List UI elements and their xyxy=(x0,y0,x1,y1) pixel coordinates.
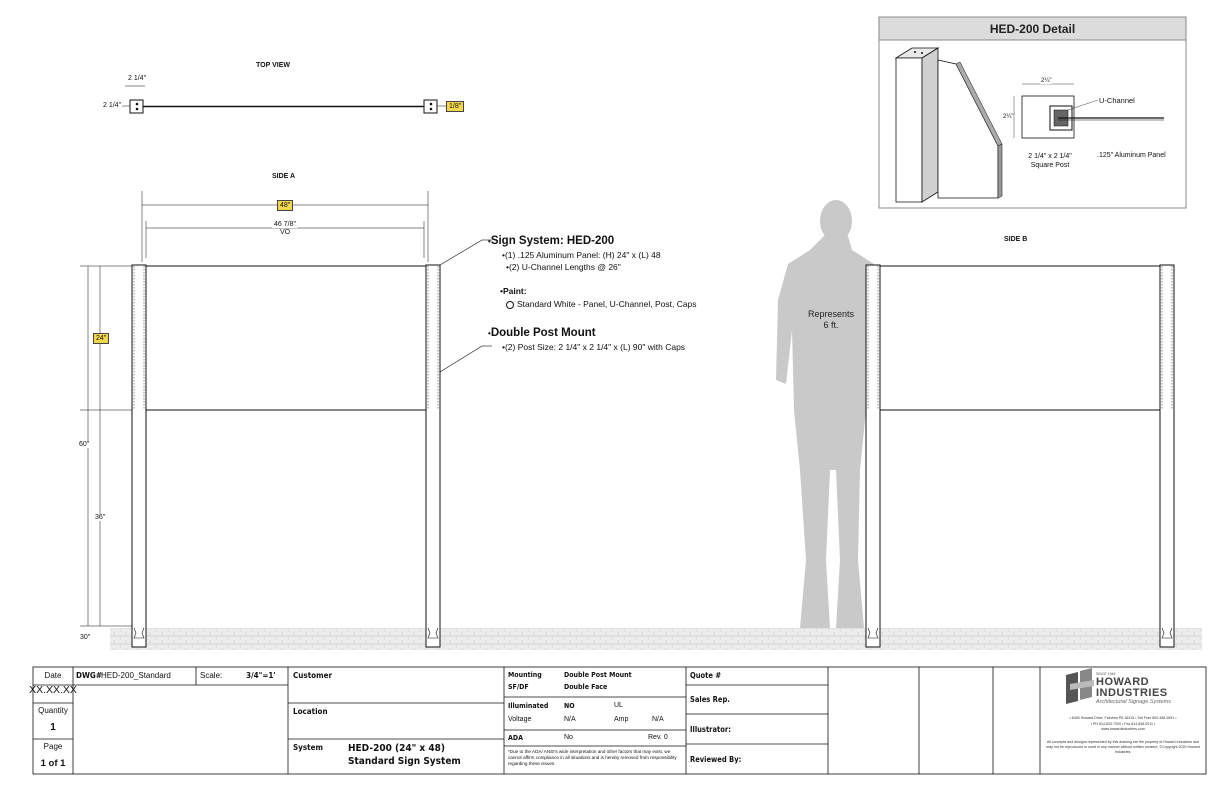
square-post-line2: Square Post xyxy=(1030,162,1070,169)
company-address-2: • PH 814.833.7000 • Fax 814.838.0011 • xyxy=(1090,721,1156,726)
sales-rep-label: Sales Rep. xyxy=(690,695,730,704)
panel-height-callout: 24" xyxy=(93,333,109,344)
illustrator-label: Illustrator: xyxy=(690,725,731,734)
paint-item: Standard White - Panel, U-Channel, Post, Caps xyxy=(506,299,768,309)
top-view-title: TOP VIEW xyxy=(256,62,290,69)
vo-label: VO xyxy=(280,229,291,236)
total-height-label: 60" xyxy=(79,441,90,448)
side-b-title: SIDE B xyxy=(1004,236,1028,243)
company-website: www.howardindustries.com xyxy=(1101,727,1145,731)
mount-title: •Double Post Mount xyxy=(488,327,596,339)
date-label: Date xyxy=(44,671,62,680)
quantity-label: Quantity xyxy=(38,706,68,715)
sign-system-item: •(1) .125 Aluminum Panel: (H) 24" x (L) 48 xyxy=(502,250,661,260)
side-a-title: SIDE A xyxy=(272,173,296,180)
panel-thickness-callout: 1/8" xyxy=(446,101,464,112)
silhouette-label xyxy=(770,309,892,331)
dwg-value: HED-200_Standard xyxy=(101,671,171,680)
ada-disclaimer: *Due to the ADA/ ANSI's wide interpretation and other factors that may exist, we cannot affirm compliance in all situations and is hereby removed from responsibility regarding these issues. xyxy=(508,749,677,766)
mounting-label: Mounting xyxy=(508,671,542,679)
company-contact xyxy=(1042,716,1204,733)
footing-label: 30" xyxy=(80,634,91,641)
sfdf-label: SF/DF xyxy=(508,683,529,691)
voltage-value: N/A xyxy=(564,716,576,723)
paint-title: •Paint: xyxy=(500,286,527,296)
detail-title: HED-200 Detail xyxy=(989,22,1076,36)
voltage-label: Voltage xyxy=(508,716,532,723)
company-name-1: HOWARD xyxy=(1096,676,1150,688)
amp-value: N/A xyxy=(652,716,664,723)
clearance-height-label: 36" xyxy=(95,514,106,521)
ada-label: ADA xyxy=(508,734,523,742)
u-channel-label: U-Channel xyxy=(1099,96,1135,105)
illuminated-label: Illuminated xyxy=(508,702,549,710)
company-address-1: • 6400 Howard Drive, Fairview PA 16415 • Toll Free 800.458.0591 • xyxy=(1069,716,1177,720)
sign-system-item: •(2) U-Channel Lengths @ 26" xyxy=(506,262,621,272)
howard-logo-icon xyxy=(1066,668,1094,704)
system-value-2: Standard Sign System xyxy=(348,756,461,767)
quote-label: Quote # xyxy=(690,671,721,680)
system-value-1: HED-200 (24" x 48) xyxy=(348,743,445,754)
company-since: SINCE 1946 xyxy=(1096,672,1116,676)
reviewed-by-label: Reviewed By: xyxy=(690,755,742,764)
silhouette-label-line1: Represents xyxy=(807,309,855,319)
square-post-line1: 2 1/4" x 2 1/4" xyxy=(1028,153,1072,160)
scale-label: Scale: xyxy=(200,671,223,680)
ground-band xyxy=(110,628,1202,650)
side-b-drawing xyxy=(866,265,1174,647)
quantity-value: 1 xyxy=(50,722,56,733)
system-label: System xyxy=(293,743,323,752)
scale-value: 3/4"=1' xyxy=(246,671,276,680)
rev-value: Rev. 0 xyxy=(648,734,668,741)
company-tagline: Architectural Signage Systems xyxy=(1096,699,1171,705)
date-value: XX.XX.XX xyxy=(29,684,77,696)
ada-value: No xyxy=(564,734,573,741)
company-legal: All concepts and designs represented by this drawing are the property of Howard Industries and may not be reproduced or used in any manner without written consent. ©Copyright 2020 Howard Industries. xyxy=(1046,740,1200,754)
page-label: Page xyxy=(43,742,63,751)
vo-width-label: 46 7/8" xyxy=(274,221,296,228)
mount-item: •(2) Post Size: 2 1/4" x 2 1/4" x (L) 90" with Caps xyxy=(502,342,686,352)
aluminum-panel-label: .125" Aluminum Panel xyxy=(1097,152,1166,159)
detail-dim-width: 2¼" xyxy=(1041,78,1052,84)
detail-box xyxy=(879,17,1186,208)
company-name-2: INDUSTRIES xyxy=(1096,687,1168,699)
customer-label: Customer xyxy=(293,671,333,680)
paint-option-icon xyxy=(506,301,514,309)
dwg-label: DWG# xyxy=(76,671,102,680)
sfdf-value: Double Face xyxy=(564,683,608,691)
silhouette-label-line2: 6 ft. xyxy=(823,320,839,330)
top-view-drawing xyxy=(122,86,446,113)
amp-label: Amp xyxy=(614,716,629,723)
sign-system-title: •Sign System: HED-200 xyxy=(488,235,615,247)
ul-label: UL xyxy=(614,702,623,709)
side-a-drawing xyxy=(80,191,492,647)
location-label: Location xyxy=(293,707,328,716)
illuminated-value: NO xyxy=(564,702,575,710)
page-value: 1 of 1 xyxy=(40,758,66,769)
overall-width-callout: 48" xyxy=(277,200,293,211)
detail-dim-height: 2¼" xyxy=(1003,114,1014,120)
notes-block xyxy=(488,235,768,352)
top-view-dim-horizontal: 2 1/4" xyxy=(103,102,122,109)
top-view-dim-vertical: 2 1/4" xyxy=(128,75,147,82)
square-post-label xyxy=(1022,152,1078,170)
mounting-value: Double Post Mount xyxy=(564,671,632,679)
